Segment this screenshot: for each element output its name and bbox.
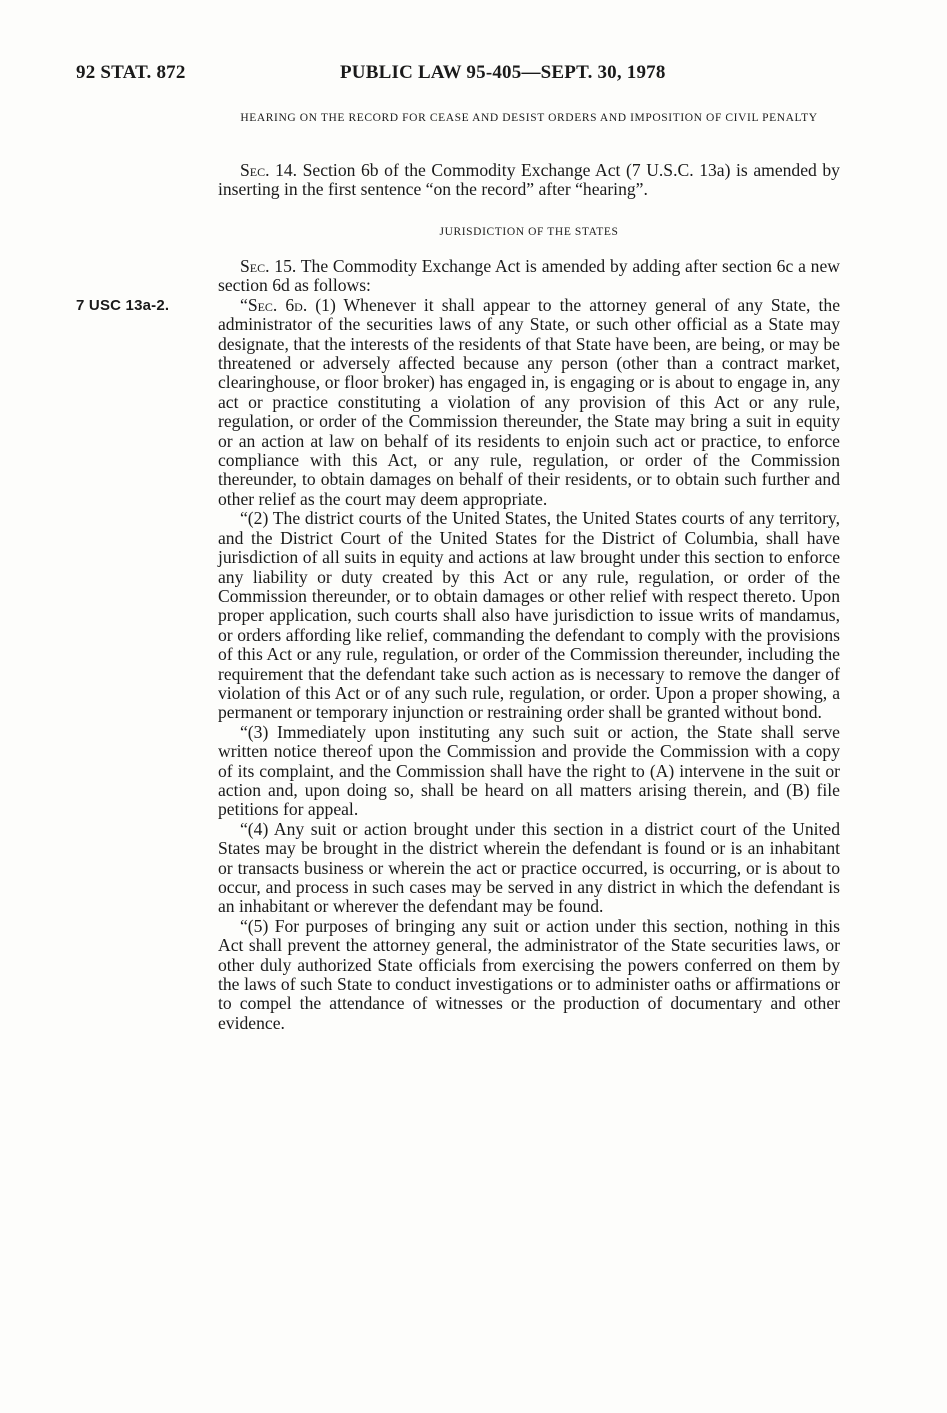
section-14-body — [218, 161, 840, 200]
section-14-label: Sec. 14. — [240, 160, 298, 180]
section-15-label: Sec. 15. — [240, 256, 297, 276]
section-6d-paragraph-2: “(2) The district courts of the United States, the United States courts of any territory, and the District Court of the United States for the District of Columbia, shall have jurisdiction of all suits in equity and actions at law brought under this section to enforce any liability or duty created by this Act or any rule, regulation, or order of the Commission thereunder, or to obtain damages or other relief with respect thereto. Upon proper application, such courts shall also have jurisdiction to issue writs of mandamus, or orders affording like relief, commanding the defendant to comply with the provisions of this Act or any rule, regulation, or order of the Commission thereunder, including the requirement that the defendant take such action as is necessary to remove the danger of violation of this Act or of any such rule, regulation, or order. Upon a proper showing, a permanent or temporary injunction or restraining order shall be granted without bond. — [218, 508, 840, 723]
section-6d-paragraph-4: “(4) Any suit or action brought under this section in a district court of the United States may be brought in the district wherein the defendant is found or is an inhabitant or transacts business or wherein the act or practice occurred, is occurring, or is about to occur, and process in such cases may be served in any district in which the defendant is an inhabitant or wherever the defendant may be found. — [218, 818, 840, 917]
margin-citation: 7 USC 13a-2. — [76, 297, 170, 314]
section-15-body — [218, 257, 840, 1033]
section-14-heading: HEARING ON THE RECORD FOR CEASE AND DESIST ORDERS AND IMPOSITION OF CIVIL PENALTY — [240, 112, 818, 124]
running-head — [76, 62, 866, 90]
section-6d-label: Sec. 6d. — [247, 294, 308, 315]
section-6d-paragraph-3: “(3) Immediately upon instituting any such suit or action, the State shall serve written notice thereof upon the Commission and provide the Commission with a copy of its complaint, and the Commission shall have the right to (A) intervene in the suit or action and, upon doing so, shall be heard on all matters arising therein, and (B) file petitions for appeal. — [218, 721, 840, 820]
section-14-text: Section 6b of the Commodity Exchange Act (7 U.S.C. 13a) is amended by inserting in the first sentence “on the record” after “hearing”. — [218, 160, 840, 200]
law-title: PUBLIC LAW 95-405—SEPT. 30, 1978 — [340, 62, 666, 83]
stat-reference: 92 STAT. 872 — [76, 62, 186, 83]
section-6d-open-quote: “ — [240, 294, 248, 315]
section-15-text: The Commodity Exchange Act is amended by adding after section 6c a new section 6d as follows: — [218, 256, 840, 296]
section-15-heading: JURISDICTION OF THE STATES — [439, 226, 619, 238]
section-15-paragraph — [218, 257, 840, 296]
section-6d-paragraph-5: “(5) For purposes of bringing any suit or action under this section, nothing in this Act shall prevent the attorney general, the administrator of the State securities laws, or other duly authorized State officials from exercising the powers conferred on them by the laws of such State to conduct investigations or to administer oaths or affirmations or to compel the attendance of witnesses or the production of documentary and other evidence. — [218, 915, 840, 1033]
section-6d-paragraph-1-text: (1) Whenever it shall appear to the attorney general of any State, the administrator of the securities laws of any State, or such other official as a State may designate, that the interests of the residents of that State have been, are being, or may be threatened or adversely affected because any person (other than a contract market, clearinghouse, or floor broker) has engaged in, is engaging or is about to engage in, any act or practice constituting a violation of any provision of this Act or any rule, regulation, or order of the Commission thereunder, the State may bring a suit in equity or an action at law on behalf of its residents to enjoin such act or practice, to enforce compliance with this Act, or any rule, regulation, or order of the Commission thereunder, to obtain damages on behalf of their residents, or to obtain such further and other relief as the court may deem appropriate. — [218, 294, 841, 509]
section-14-paragraph — [218, 161, 840, 200]
section-6d-paragraph-1 — [218, 296, 840, 509]
